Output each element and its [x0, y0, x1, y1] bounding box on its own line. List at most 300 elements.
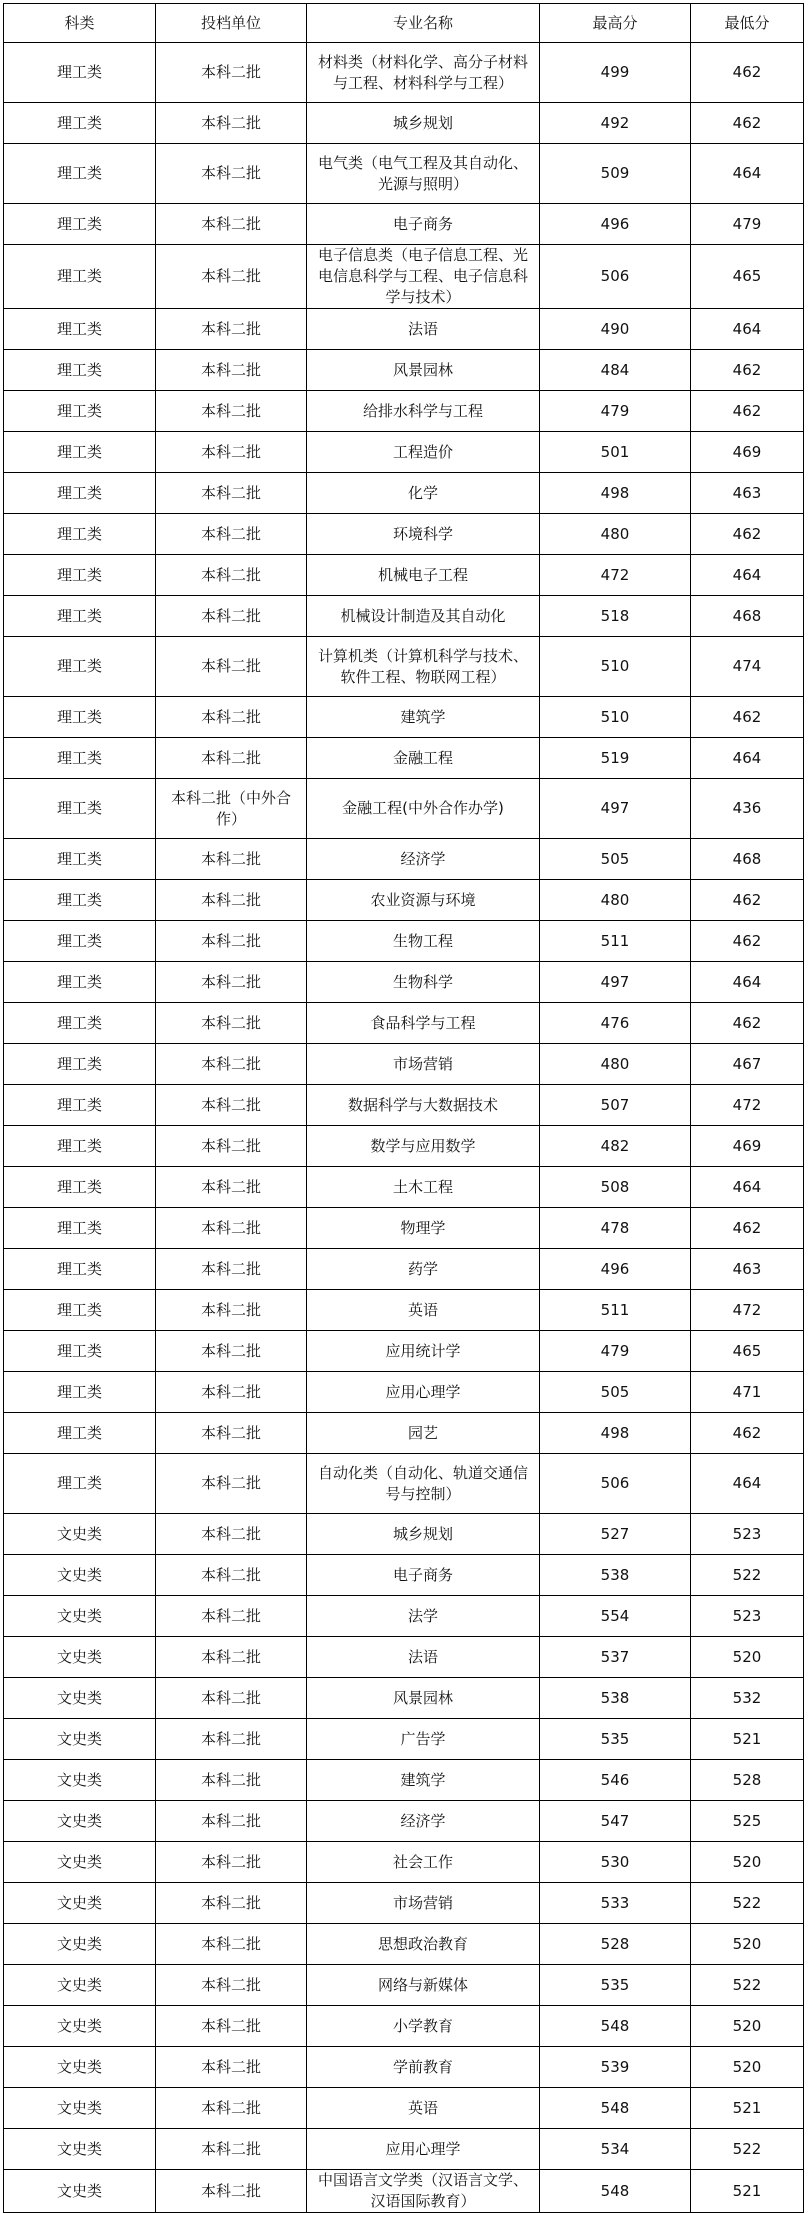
cell-category: 理工类 [4, 204, 156, 245]
cell-min-score: 523 [691, 1596, 804, 1637]
cell-unit: 本科二批 [156, 880, 307, 921]
cell-category: 理工类 [4, 779, 156, 839]
cell-major: 网络与新媒体 [307, 1965, 540, 2006]
cell-max-score: 499 [540, 43, 691, 103]
table-row [4, 103, 804, 144]
cell-major: 电子商务 [307, 1555, 540, 1596]
table-row [4, 1372, 804, 1413]
cell-major: 建筑学 [307, 1760, 540, 1801]
cell-unit: 本科二批 [156, 245, 307, 309]
cell-min-score: 462 [691, 391, 804, 432]
cell-major: 金融工程(中外合作办学) [307, 779, 540, 839]
cell-min-score: 471 [691, 1372, 804, 1413]
table-row [4, 1760, 804, 1801]
cell-max-score: 478 [540, 1208, 691, 1249]
cell-max-score: 510 [540, 697, 691, 738]
cell-min-score: 462 [691, 921, 804, 962]
cell-unit: 本科二批 [156, 103, 307, 144]
cell-min-score: 462 [691, 697, 804, 738]
cell-major: 应用心理学 [307, 1372, 540, 1413]
cell-major: 法语 [307, 1637, 540, 1678]
cell-major: 材料类（材料化学、高分子材料与工程、材料科学与工程） [307, 43, 540, 103]
table-row [4, 880, 804, 921]
cell-min-score: 462 [691, 350, 804, 391]
cell-category: 文史类 [4, 1801, 156, 1842]
cell-major: 法学 [307, 1596, 540, 1637]
cell-max-score: 507 [540, 1085, 691, 1126]
cell-unit: 本科二批 [156, 1760, 307, 1801]
cell-max-score: 537 [540, 1637, 691, 1678]
cell-category: 理工类 [4, 1331, 156, 1372]
cell-unit: 本科二批 [156, 43, 307, 103]
cell-category: 理工类 [4, 144, 156, 204]
cell-major: 社会工作 [307, 1842, 540, 1883]
cell-category: 理工类 [4, 697, 156, 738]
cell-unit: 本科二批 [156, 1965, 307, 2006]
cell-category: 理工类 [4, 596, 156, 637]
cell-max-score: 547 [540, 1801, 691, 1842]
table-row [4, 1126, 804, 1167]
cell-max-score: 490 [540, 309, 691, 350]
cell-category: 理工类 [4, 309, 156, 350]
cell-major: 自动化类（自动化、轨道交通信号与控制） [307, 1454, 540, 1514]
cell-unit: 本科二批 [156, 2088, 307, 2129]
cell-min-score: 462 [691, 514, 804, 555]
cell-max-score: 548 [540, 2088, 691, 2129]
cell-max-score: 535 [540, 1719, 691, 1760]
cell-max-score: 505 [540, 839, 691, 880]
table-row [4, 1331, 804, 1372]
cell-min-score: 465 [691, 245, 804, 309]
cell-major: 学前教育 [307, 2047, 540, 2088]
cell-unit: 本科二批 [156, 1372, 307, 1413]
cell-major: 金融工程 [307, 738, 540, 779]
table-row [4, 1596, 804, 1637]
cell-max-score: 533 [540, 1883, 691, 1924]
table-row [4, 1208, 804, 1249]
cell-category: 理工类 [4, 839, 156, 880]
cell-major: 电气类（电气工程及其自动化、光源与照明） [307, 144, 540, 204]
cell-min-score: 464 [691, 309, 804, 350]
cell-major: 环境科学 [307, 514, 540, 555]
cell-unit: 本科二批 [156, 738, 307, 779]
cell-min-score: 465 [691, 1331, 804, 1372]
cell-unit: 本科二批 [156, 1331, 307, 1372]
cell-category: 理工类 [4, 738, 156, 779]
cell-category: 理工类 [4, 1413, 156, 1454]
header-unit: 投档单位 [156, 4, 307, 43]
cell-category: 理工类 [4, 1208, 156, 1249]
cell-major: 食品科学与工程 [307, 1003, 540, 1044]
cell-unit: 本科二批 [156, 1924, 307, 1965]
table-row [4, 2047, 804, 2088]
cell-major: 电子商务 [307, 204, 540, 245]
cell-major: 英语 [307, 2088, 540, 2129]
cell-max-score: 496 [540, 204, 691, 245]
cell-min-score: 520 [691, 2006, 804, 2047]
cell-major: 机械设计制造及其自动化 [307, 596, 540, 637]
cell-major: 风景园林 [307, 1678, 540, 1719]
cell-unit: 本科二批 [156, 1413, 307, 1454]
cell-category: 理工类 [4, 1003, 156, 1044]
table-row [4, 2129, 804, 2170]
cell-max-score: 497 [540, 962, 691, 1003]
table-body [4, 43, 804, 2213]
cell-unit: 本科二批 [156, 2047, 307, 2088]
cell-min-score: 467 [691, 1044, 804, 1085]
cell-category: 文史类 [4, 1760, 156, 1801]
table-row [4, 1454, 804, 1514]
table-row [4, 738, 804, 779]
table-row [4, 2088, 804, 2129]
cell-max-score: 548 [540, 2170, 691, 2213]
table-row [4, 1085, 804, 1126]
cell-max-score: 508 [540, 1167, 691, 1208]
cell-min-score: 522 [691, 1555, 804, 1596]
cell-min-score: 468 [691, 596, 804, 637]
cell-major: 生物工程 [307, 921, 540, 962]
score-table [3, 3, 804, 2213]
cell-category: 文史类 [4, 1924, 156, 1965]
cell-major: 市场营销 [307, 1044, 540, 1085]
cell-category: 理工类 [4, 1372, 156, 1413]
table-row [4, 1249, 804, 1290]
cell-major: 应用统计学 [307, 1331, 540, 1372]
cell-unit: 本科二批 [156, 391, 307, 432]
cell-unit: 本科二批（中外合作） [156, 779, 307, 839]
cell-major: 经济学 [307, 839, 540, 880]
cell-category: 理工类 [4, 1085, 156, 1126]
table-row [4, 1514, 804, 1555]
cell-category: 文史类 [4, 1514, 156, 1555]
cell-max-score: 497 [540, 779, 691, 839]
cell-max-score: 480 [540, 880, 691, 921]
table-row [4, 245, 804, 309]
cell-major: 中国语言文学类（汉语言文学、汉语国际教育） [307, 2170, 540, 2213]
cell-max-score: 506 [540, 1454, 691, 1514]
cell-major: 计算机类（计算机科学与技术、软件工程、物联网工程） [307, 637, 540, 697]
cell-unit: 本科二批 [156, 204, 307, 245]
cell-max-score: 511 [540, 1290, 691, 1331]
cell-min-score: 520 [691, 1637, 804, 1678]
cell-max-score: 518 [540, 596, 691, 637]
table-row [4, 1555, 804, 1596]
cell-min-score: 464 [691, 144, 804, 204]
cell-major: 电子信息类（电子信息工程、光电信息科学与工程、电子信息科学与技术） [307, 245, 540, 309]
cell-unit: 本科二批 [156, 1842, 307, 1883]
cell-major: 城乡规划 [307, 103, 540, 144]
table-row [4, 1003, 804, 1044]
cell-max-score: 510 [540, 637, 691, 697]
cell-category: 文史类 [4, 1555, 156, 1596]
cell-unit: 本科二批 [156, 1126, 307, 1167]
cell-unit: 本科二批 [156, 637, 307, 697]
cell-min-score: 522 [691, 2129, 804, 2170]
cell-category: 文史类 [4, 1678, 156, 1719]
cell-unit: 本科二批 [156, 1719, 307, 1760]
cell-unit: 本科二批 [156, 309, 307, 350]
cell-unit: 本科二批 [156, 144, 307, 204]
cell-min-score: 464 [691, 555, 804, 596]
table-row [4, 514, 804, 555]
cell-min-score: 532 [691, 1678, 804, 1719]
cell-max-score: 479 [540, 1331, 691, 1372]
table-row [4, 839, 804, 880]
cell-category: 理工类 [4, 962, 156, 1003]
cell-category: 理工类 [4, 880, 156, 921]
cell-major: 应用心理学 [307, 2129, 540, 2170]
cell-category: 文史类 [4, 2006, 156, 2047]
cell-min-score: 464 [691, 1454, 804, 1514]
cell-category: 理工类 [4, 1126, 156, 1167]
cell-min-score: 520 [691, 1924, 804, 1965]
cell-major: 思想政治教育 [307, 1924, 540, 1965]
cell-category: 理工类 [4, 1290, 156, 1331]
cell-unit: 本科二批 [156, 1085, 307, 1126]
header-min-score: 最低分 [691, 4, 804, 43]
cell-max-score: 484 [540, 350, 691, 391]
cell-max-score: 476 [540, 1003, 691, 1044]
header-max-score: 最高分 [540, 4, 691, 43]
cell-min-score: 521 [691, 2170, 804, 2213]
cell-min-score: 520 [691, 1842, 804, 1883]
cell-unit: 本科二批 [156, 2006, 307, 2047]
table-row [4, 1842, 804, 1883]
cell-min-score: 462 [691, 880, 804, 921]
cell-min-score: 464 [691, 738, 804, 779]
cell-category: 理工类 [4, 391, 156, 432]
cell-major: 城乡规划 [307, 1514, 540, 1555]
cell-major: 土木工程 [307, 1167, 540, 1208]
cell-category: 文史类 [4, 1596, 156, 1637]
cell-max-score: 539 [540, 2047, 691, 2088]
cell-min-score: 522 [691, 1883, 804, 1924]
cell-unit: 本科二批 [156, 2129, 307, 2170]
cell-category: 理工类 [4, 350, 156, 391]
cell-min-score: 469 [691, 432, 804, 473]
cell-unit: 本科二批 [156, 839, 307, 880]
header-major: 专业名称 [307, 4, 540, 43]
cell-category: 文史类 [4, 1965, 156, 2006]
cell-min-score: 436 [691, 779, 804, 839]
cell-major: 广告学 [307, 1719, 540, 1760]
table-row [4, 779, 804, 839]
cell-min-score: 464 [691, 962, 804, 1003]
table-row [4, 473, 804, 514]
table-row [4, 1965, 804, 2006]
cell-max-score: 527 [540, 1514, 691, 1555]
cell-min-score: 469 [691, 1126, 804, 1167]
cell-min-score: 520 [691, 2047, 804, 2088]
cell-min-score: 462 [691, 43, 804, 103]
cell-max-score: 546 [540, 1760, 691, 1801]
table-row [4, 1290, 804, 1331]
cell-max-score: 535 [540, 1965, 691, 2006]
cell-category: 文史类 [4, 2129, 156, 2170]
cell-unit: 本科二批 [156, 1514, 307, 1555]
cell-max-score: 498 [540, 473, 691, 514]
cell-max-score: 509 [540, 144, 691, 204]
cell-min-score: 462 [691, 1413, 804, 1454]
cell-category: 理工类 [4, 432, 156, 473]
cell-major: 给排水科学与工程 [307, 391, 540, 432]
cell-major: 工程造价 [307, 432, 540, 473]
table-row [4, 1637, 804, 1678]
table-row [4, 391, 804, 432]
cell-unit: 本科二批 [156, 1454, 307, 1514]
table-row [4, 350, 804, 391]
cell-category: 理工类 [4, 103, 156, 144]
table-row [4, 555, 804, 596]
cell-min-score: 521 [691, 2088, 804, 2129]
cell-major: 英语 [307, 1290, 540, 1331]
cell-unit: 本科二批 [156, 1637, 307, 1678]
cell-max-score: 554 [540, 1596, 691, 1637]
table-row [4, 1044, 804, 1085]
cell-major: 风景园林 [307, 350, 540, 391]
cell-category: 理工类 [4, 43, 156, 103]
cell-category: 理工类 [4, 473, 156, 514]
cell-min-score: 528 [691, 1760, 804, 1801]
table-row [4, 2006, 804, 2047]
cell-category: 理工类 [4, 245, 156, 309]
cell-min-score: 462 [691, 1208, 804, 1249]
cell-min-score: 479 [691, 204, 804, 245]
cell-major: 小学教育 [307, 2006, 540, 2047]
table-row [4, 921, 804, 962]
cell-major: 数据科学与大数据技术 [307, 1085, 540, 1126]
cell-major: 农业资源与环境 [307, 880, 540, 921]
cell-min-score: 525 [691, 1801, 804, 1842]
cell-unit: 本科二批 [156, 1290, 307, 1331]
cell-major: 化学 [307, 473, 540, 514]
cell-min-score: 463 [691, 473, 804, 514]
cell-major: 经济学 [307, 1801, 540, 1842]
cell-min-score: 472 [691, 1290, 804, 1331]
table-row [4, 1678, 804, 1719]
table-row [4, 1883, 804, 1924]
table-row [4, 962, 804, 1003]
header-category: 科类 [4, 4, 156, 43]
cell-unit: 本科二批 [156, 1003, 307, 1044]
cell-unit: 本科二批 [156, 1208, 307, 1249]
cell-unit: 本科二批 [156, 921, 307, 962]
cell-max-score: 480 [540, 514, 691, 555]
table-row [4, 637, 804, 697]
cell-major: 药学 [307, 1249, 540, 1290]
cell-major: 市场营销 [307, 1883, 540, 1924]
cell-category: 文史类 [4, 2088, 156, 2129]
cell-category: 文史类 [4, 2047, 156, 2088]
cell-category: 文史类 [4, 1719, 156, 1760]
cell-max-score: 479 [540, 391, 691, 432]
table-row [4, 697, 804, 738]
cell-min-score: 522 [691, 1965, 804, 2006]
cell-min-score: 523 [691, 1514, 804, 1555]
cell-unit: 本科二批 [156, 596, 307, 637]
cell-category: 理工类 [4, 1044, 156, 1085]
cell-unit: 本科二批 [156, 432, 307, 473]
cell-unit: 本科二批 [156, 1044, 307, 1085]
cell-max-score: 548 [540, 2006, 691, 2047]
cell-category: 理工类 [4, 1167, 156, 1208]
table-row [4, 1413, 804, 1454]
cell-category: 理工类 [4, 1454, 156, 1514]
cell-max-score: 498 [540, 1413, 691, 1454]
cell-max-score: 506 [540, 245, 691, 309]
cell-max-score: 528 [540, 1924, 691, 1965]
cell-unit: 本科二批 [156, 1596, 307, 1637]
cell-unit: 本科二批 [156, 962, 307, 1003]
cell-unit: 本科二批 [156, 1167, 307, 1208]
header-row [4, 4, 804, 43]
cell-unit: 本科二批 [156, 1555, 307, 1596]
table-row [4, 144, 804, 204]
cell-max-score: 530 [540, 1842, 691, 1883]
cell-major: 建筑学 [307, 697, 540, 738]
cell-category: 文史类 [4, 1637, 156, 1678]
cell-category: 理工类 [4, 555, 156, 596]
cell-category: 文史类 [4, 1883, 156, 1924]
cell-category: 文史类 [4, 1842, 156, 1883]
cell-min-score: 468 [691, 839, 804, 880]
cell-category: 理工类 [4, 514, 156, 555]
cell-min-score: 474 [691, 637, 804, 697]
cell-category: 文史类 [4, 2170, 156, 2213]
cell-unit: 本科二批 [156, 555, 307, 596]
table-row [4, 43, 804, 103]
cell-category: 理工类 [4, 637, 156, 697]
cell-unit: 本科二批 [156, 697, 307, 738]
table-row [4, 1924, 804, 1965]
cell-max-score: 538 [540, 1678, 691, 1719]
cell-unit: 本科二批 [156, 514, 307, 555]
cell-max-score: 505 [540, 1372, 691, 1413]
cell-major: 园艺 [307, 1413, 540, 1454]
cell-category: 理工类 [4, 921, 156, 962]
cell-max-score: 472 [540, 555, 691, 596]
cell-unit: 本科二批 [156, 1249, 307, 1290]
cell-min-score: 464 [691, 1167, 804, 1208]
cell-unit: 本科二批 [156, 1678, 307, 1719]
cell-unit: 本科二批 [156, 1801, 307, 1842]
cell-max-score: 519 [540, 738, 691, 779]
cell-min-score: 462 [691, 103, 804, 144]
cell-max-score: 534 [540, 2129, 691, 2170]
table-row [4, 309, 804, 350]
cell-min-score: 463 [691, 1249, 804, 1290]
cell-max-score: 538 [540, 1555, 691, 1596]
cell-max-score: 492 [540, 103, 691, 144]
cell-unit: 本科二批 [156, 2170, 307, 2213]
cell-major: 数学与应用数学 [307, 1126, 540, 1167]
cell-major: 物理学 [307, 1208, 540, 1249]
table-row [4, 1719, 804, 1760]
cell-major: 生物科学 [307, 962, 540, 1003]
table-row [4, 1167, 804, 1208]
cell-major: 法语 [307, 309, 540, 350]
cell-unit: 本科二批 [156, 350, 307, 391]
cell-unit: 本科二批 [156, 1883, 307, 1924]
table-row [4, 2170, 804, 2213]
cell-max-score: 501 [540, 432, 691, 473]
cell-category: 理工类 [4, 1249, 156, 1290]
cell-major: 机械电子工程 [307, 555, 540, 596]
table-row [4, 204, 804, 245]
table-row [4, 596, 804, 637]
cell-max-score: 511 [540, 921, 691, 962]
cell-min-score: 521 [691, 1719, 804, 1760]
